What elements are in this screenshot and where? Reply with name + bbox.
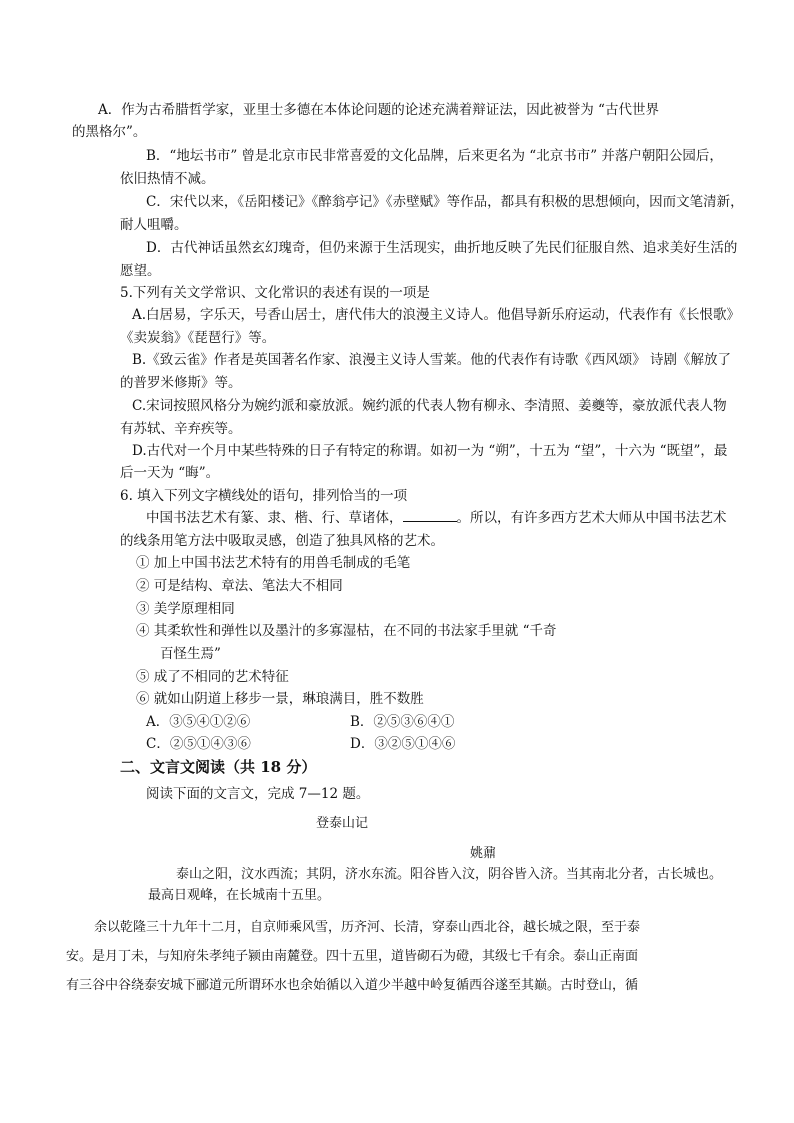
q6-sentence-1: ① 加上中国书法艺术特有的用兽毛制成的毛笔 (136, 555, 411, 571)
q4-option-a-line2: 的黑格尔”。 (72, 124, 147, 140)
q6-passage-line1 (146, 508, 727, 528)
q6-sentence-2: ② 可是结构、章法、笔法大不相同 (136, 578, 343, 594)
passage-p2-line1: 余以乾隆三十九年十二月，自京师乘风雪，历齐河、长清，穿泰山西北谷，越长城之限，至于泰 (94, 920, 641, 935)
q4-option-d-line2: 愿望。 (120, 263, 161, 279)
passage-p2-line3: 有三谷中谷绕泰安城下郦道元所谓环水也余始循以入道少半越中岭复循西谷遂至其巅。古时登山，循 (66, 978, 639, 993)
q6-passage-part1: 中国书法艺术有篆、隶、楷、行、草诸体， (146, 510, 403, 526)
q5-option-c-line2: 有苏轼、辛弃疾等。 (120, 421, 242, 437)
q5-option-a-line1: A.白居易，字乐天，号香山居士，唐代伟大的浪漫主义诗人。他倡导新乐府运动，代表作有《长恨歌》 (132, 307, 741, 323)
q6-option-c: C．②⑤①④③⑥ (146, 736, 251, 752)
q6-passage-line2: 的线条用笔方法中吸取灵感，创造了独具风格的艺术。 (120, 533, 444, 549)
q5-option-c-line1: C.宋词按照风格分为婉约派和豪放派。婉约派的代表人物有柳永、李清照、姜夔等，豪放派代表人物 (132, 398, 727, 414)
section-heading: 二、文言文阅读（共 18 分） (120, 758, 317, 776)
q6-option-a: A．③⑤④①②⑥ (146, 714, 251, 730)
q4-option-c-line1: C．宋代以来，《岳阳楼记》《醉翁亭记》《赤壁赋》等作品，都具有积极的思想倾向，因而文笔清新， (146, 194, 744, 210)
q4-option-a-line1: A．作为古希腊哲学家，亚里士多德在本体论问题的论述充满着辩证法，因此被誉为 “古代世界 (98, 102, 659, 118)
q5-option-b-line1: B.《致云雀》作者是英国著名作家、浪漫主义诗人雪莱。他的代表作有诗歌《西风颂》 诗剧《解放了 (132, 352, 732, 368)
q6-passage-part2: 。所以，有许多西方艺术大师从中国书法艺术 (456, 510, 727, 526)
q5-option-b-line2: 的普罗米修斯》等。 (120, 375, 242, 391)
q6-option-b: B．②⑤③⑥④① (350, 714, 455, 730)
q5-option-d-line1: D.古代对一个月中某些特殊的日子有特定的称谓。如初一为 “朔”，十五为 “望”，十六为 “既望”，最 (132, 443, 728, 459)
q6-sentence-4-line1: ④ 其柔软性和弹性以及墨汁的多寡湿枯，在不同的书法家手里就 “千奇 (136, 623, 557, 639)
passage-p2-line2: 安。是月丁未，与知府朱孝纯子颍由南麓登。四十五里，道皆砌石为磴，其级七千有余。泰山正南面 (66, 949, 639, 964)
passage-p1-line1: 泰山之阳，汶水西流；其阴，济水东流。阳谷皆入汶，阴谷皆入济。当其南北分者，古长城也。 (176, 867, 723, 882)
q6-option-d: D．③②⑤①④⑥ (350, 736, 456, 752)
q6-sentence-3: ③ 美学原理相同 (136, 601, 235, 617)
q6-sentence-4-line2: 百怪生焉” (160, 646, 221, 662)
reading-instruction: 阅读下面的文言文，完成 7—12 题。 (146, 786, 370, 802)
q4-option-d-line1: D．古代神话虽然玄幻瑰奇，但仍来源于生活现实，曲折地反映了先民们征服自然、追求美好生活的 (146, 240, 738, 256)
passage-title: 登泰山记 (316, 816, 369, 831)
q4-option-b-line2: 依旧热情不减。 (120, 171, 215, 187)
q6-sentence-5: ⑤ 成了不相同的艺术特征 (136, 669, 289, 685)
q5-option-a-line2: 《卖炭翁》《琵琶行》等。 (120, 330, 276, 346)
q5-stem: 5.下列有关文学常识、文化常识的表述有误的一项是 (120, 285, 430, 301)
q4-option-b-line1: B．“地坛书市” 曾是北京市民非常喜爱的文化品牌，后来更名为 “北京书市” 并落户朝阳公园后， (146, 148, 723, 164)
q4-option-c-line2: 耐人咀嚼。 (120, 217, 188, 233)
passage-p1-line2: 最高日观峰，在长城南十五里。 (148, 888, 331, 903)
q5-option-d-line2: 后一天为 “晦”。 (120, 465, 220, 481)
q6-sentence-6: ⑥ 就如山阴道上移步一景，琳琅满目，胜不数胜 (136, 691, 424, 707)
q6-stem: 6. 填入下列文字横线处的语句，排列恰当的一项 (120, 488, 408, 504)
passage-author: 姚鼐 (470, 846, 497, 861)
answer-blank (403, 509, 457, 522)
